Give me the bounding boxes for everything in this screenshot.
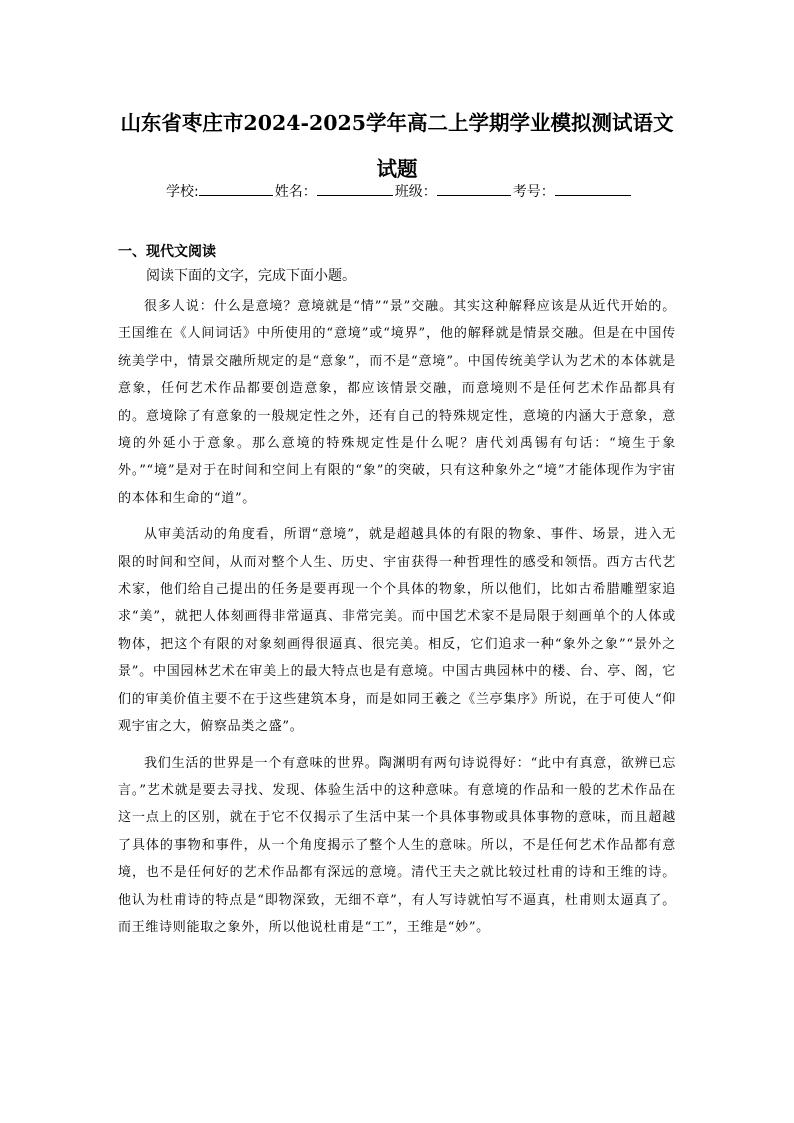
school-blank[interactable] (199, 181, 273, 196)
reading-instruction: 阅读下面的文字，完成下面小题。 (146, 268, 356, 284)
section-heading: 一、现代文阅读 (118, 244, 216, 260)
school-label: 学校: (166, 184, 199, 200)
passage-paragraph: 从审美活动的角度看，所谓“意境”，就是超越具体的有限的物象、事件、场景，进入无限的时间和空间，从而对整个人生、历史、宇宙获得一种哲理性的感受和领悟。西方古代艺术家，他们给自己提出的任务是要再现一个个具体的物象，所以他们，比如古希腊雕塑家追求“美”，就把人体刻画得非常逼真、非常完美。而中国艺术家不是局限于刻画单个的人体或物体，把这个有限的对象刻画得很逼真、很完美。相反，它们追求一种“象外之象”“景外之景”。中国园林艺术在审美上的最大特点也是有意境。中国古典园林中的楼、台、亭、阁，它们的审美价值主要不在于这些建筑本身，而是如同王羲之《兰亭集序》所说，在于可使人“仰观宇宙之大，俯察品类之盛”。 (118, 527, 676, 735)
class-label: 班级： (394, 184, 437, 200)
student-info-row (166, 181, 633, 202)
name-label: 姓名： (274, 184, 317, 200)
document-title: 山东省枣庄市2024-2025学年高二上学期学业模拟测试语文试题 (120, 111, 674, 181)
name-blank[interactable] (317, 181, 393, 196)
passage-paragraph: 很多人说：什么是意境？意境就是“情”“景”交融。其实这种解释应该是从近代开始的。王国维在《人间词话》中所使用的“意境”或“境界”，他的解释就是情景交融。但是在中国传统美学中，情景交融所规定的是“意象”，而不是“意境”。中国传统美学认为艺术的本体就是意象，任何艺术作品都要创造意象，都应该情景交融，而意境则不是任何艺术作品都具有的。意境除了有意象的一般规定性之外，还有自己的特殊规定性，意境的内涵大于意象，意境的外延小于意象。那么意境的特殊规定性是什么呢？唐代刘禹锡有句话：“境生于象外。”“境”是对于在时间和空间上有限的“象”的突破，只有这种象外之“境”才能体现作为宇宙的本体和生命的“道”。 (118, 299, 676, 506)
reading-passage (118, 293, 676, 950)
exam-number-label: 考号： (512, 184, 555, 200)
exam-number-blank[interactable] (555, 181, 631, 196)
class-blank[interactable] (437, 181, 511, 196)
passage-paragraph: 我们生活的世界是一个有意味的世界。陶渊明有两句诗说得好：“此中有真意，欲辨已忘言。”艺术就是要去寻找、发现、体验生活中的这种意味。有意境的作品和一般的艺术作品在这一点上的区别，就在于它不仅揭示了生活中某一个具体事物或具体事物的意味，而且超越了具体的事物和事件，从一个角度揭示了整个人生的意味。所以，不是任何艺术作品都有意境，也不是任何好的艺术作品都有深远的意境。清代王夫之就比较过杜甫的诗和王维的诗。他认为杜甫诗的特点是“即物深致，无细不章”，有人写诗就怕写不逼真，杜甫则太逼真了。而王维诗则能取之象外，所以他说杜甫是“工”，王维是“妙”。 (118, 755, 676, 935)
